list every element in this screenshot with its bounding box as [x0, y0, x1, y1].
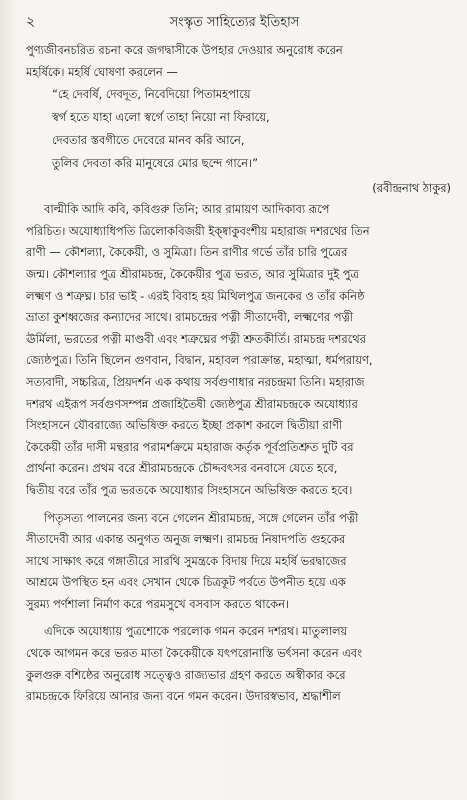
text-line: জ্যেষ্ঠপুত্র। তিনি ছিলেন গুণবান, বিদ্বান, মহাবল পরাক্রান্ত, মহাত্মা, ধর্মপরায়ণ,: [26, 353, 373, 368]
text-line: পুণ্যজীবনচরিত রচনা করে জগদ্বাসীকে উপহার দেওয়ার অনুরোধ করেন: [26, 43, 343, 57]
intro-paragraph: [26, 40, 453, 83]
page-number: ২: [26, 14, 36, 30]
text-line: পিতৃসত্য পালনের জন্য বনে গেলেন শ্রীরামচন্দ্র, সঙ্গে গেলেন তাঁর পত্নী: [44, 510, 359, 525]
text-line: দ্বিতীয় বরে তাঁর পুত্র ভরতকে অযোধ্যার সিংহাসনে অভিষিক্ত করতে হবে।: [26, 482, 353, 497]
page-header: [26, 10, 453, 40]
text-line: সত্যবাদী, সচ্চরিত্র, প্রিয়দর্শন এক কথায় সর্বগুণাধার নরচন্দ্রমা তিনি। মহারাজ: [26, 374, 365, 389]
text-line: এদিকে অযোধ্যায় পুত্রশোকে পরলোক গমন করেন দশরথ। মাতুলালয়: [44, 624, 348, 639]
running-title: সংস্কৃত সাহিত্যের ইতিহাস: [169, 15, 300, 30]
text-line: কৈকেয়ী তাঁর দাসী মন্থরার পরামর্শক্রমে মহারাজ কর্তৃক পূর্বপ্রতিশ্রুত দুটি বর: [26, 439, 354, 454]
text-line: ঊর্মিলা, ভরতের পত্নী মাণ্ডবী এবং শত্রুঘ্নের পত্নী শ্রুতকীর্তি। রামচন্দ্র দশরথের: [26, 331, 366, 346]
text-line: আশ্রমে উপস্থিত হন এবং সেখান থেকে চিত্রকূট পর্বতে উপনীত হয়ে এক: [26, 575, 346, 590]
text-line: সুরম্য পর্ণশালা নির্মাণ করে পরমসুখে বসবাস করতে থাকেন।: [26, 596, 289, 611]
poem-attribution: (রবীন্দ্রনাথ ঠাকুর): [372, 181, 451, 196]
text-line: লক্ষ্মণ ও শত্রুঘ্ন। চার ভাই - এরই বিবাহ হয় মিথিলপুত্র জনকের ও তাঁর কনিষ্ঠ: [26, 288, 365, 303]
text-line: জন্ম। কৌশল্যার পুত্র শ্রীরামচন্দ্র, কৈকেয়ীর পুত্র ভরত, আর সুমিত্রার দুই পুত্র: [26, 266, 359, 281]
text-line: সাথে সাক্ষাৎ করে গঙ্গাতীরে সারথি সুমন্ত্রকে বিদায় দিয়ে মহর্ষি ভরদ্বাজের: [26, 553, 347, 568]
text-line: সীতাদেবী আর একান্ত অনুগত অনুজ লক্ষ্মণ। রামচন্দ্র নিষাদপতি গুহকের: [26, 532, 346, 547]
text-line: থেকে আগমন করে ভরত মাতা কৈকেয়ীকে যৎপরোনাস্তি ভর্ৎসনা করেন এবং: [26, 646, 363, 661]
text-line: কুলগুরু বশিষ্ঠের অনুরোধ সত্ত্বেও রাজ্যভার গ্রহণ করতে অস্বীকার করে: [26, 667, 346, 682]
text-line: ভ্রাতা কুশধ্বজের কন্যাদের সাথে। রামচন্দ্রের পত্নী সীতাদেবী, লক্ষ্মণের পত্নী: [26, 310, 354, 325]
text-line: বাল্মীকি আদি কবি, কবিগুরু তিনি; আর রামায়ণ আদিকাব্য রূপে: [44, 202, 330, 217]
poem-quote: [52, 83, 453, 175]
text-line: প্রার্থনা করেন। প্রথম বরে শ্রীরামচন্দ্রকে চৌদ্দবৎসর বনবাসে যেতে হবে,: [26, 461, 338, 476]
paragraph-2: [26, 508, 453, 616]
text-line: মহর্ষিকে। মহর্ষি ঘোষণা করলেন —: [26, 64, 178, 79]
poem-line: “হে দেবর্ষি, দেবদূত, নিবেদিয়ো পিতামহপায়ে: [52, 87, 251, 102]
poem-line: তুলিব দেবতা করি মানুষেরে মোর ছন্দে গানে।”: [52, 156, 259, 171]
poem-line: স্বর্গ হতে যাহা এলো স্বর্গে তাহা নিয়ো না ফিরায়ে,: [52, 110, 270, 125]
poem-line: দেবতার স্তবগীতে দেবেরে মানব করি আনে,: [52, 133, 245, 148]
text-line: রামচন্দ্রকে ফিরিয়ে আনার জন্য বনে গমন করেন। উদারস্বভাব, শ্রদ্ধাশীল: [26, 689, 341, 704]
text-line: পরিচিত। অযোধ্যাধিপতি ত্রিলোকবিজয়ী ইক্ষ্বাকুবংশীয় মহারাজ দশরথের তিন: [26, 223, 370, 238]
paragraph-1: [26, 199, 453, 501]
text-line: সিংহাসনে যৌবরাজ্যে অভিষিক্ত করতে ইচ্ছা প্রকাশ করলে দ্বিতীয়া রাণী: [26, 418, 343, 433]
text-line: রাণী — কৌশল্যা, কৈকেয়ী, ও সুমিত্রা। তিন রাণীর গর্ভে তাঁর চারি পুত্রের: [26, 245, 348, 260]
paragraph-3: [26, 621, 453, 707]
text-line: দশরথ এইরূপ সর্বগুণসম্পন্ন প্রজাহিতৈষী জ্যেষ্ঠপুত্র শ্রীরামচন্দ্রকে অযোধ্যার: [26, 396, 358, 411]
